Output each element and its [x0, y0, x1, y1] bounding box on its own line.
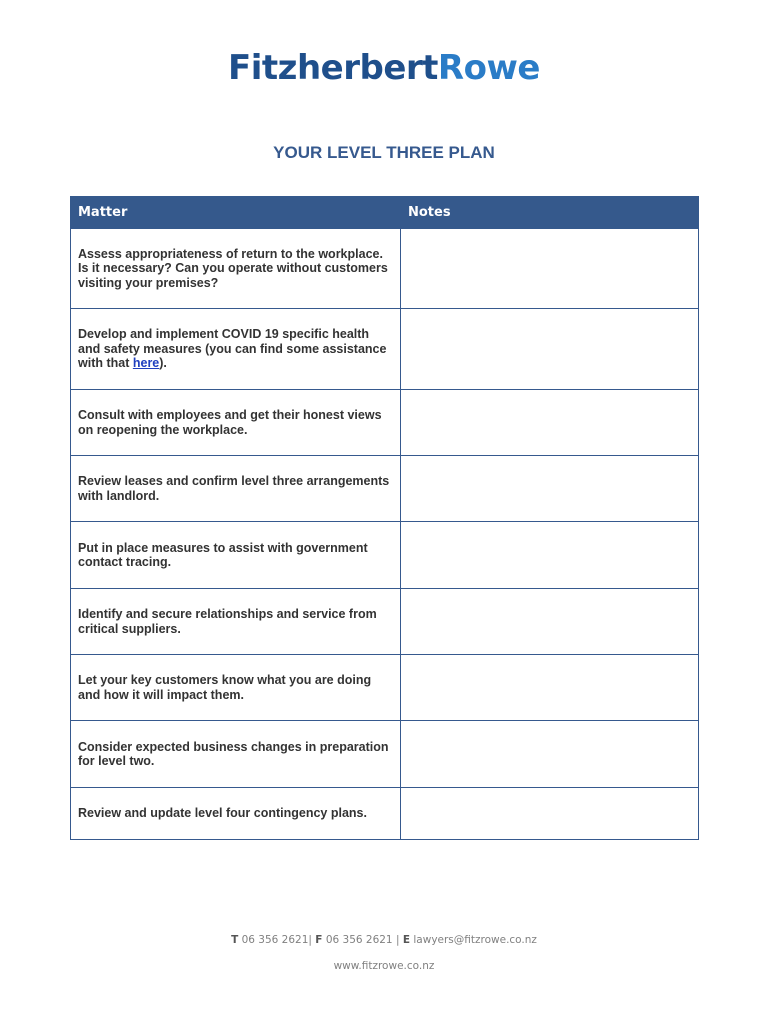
notes-cell[interactable] [401, 522, 699, 589]
column-header-matter: Matter [71, 197, 401, 229]
matter-cell: Let your key customers know what you are doing and how it will impact them. [71, 655, 401, 721]
table-row [71, 390, 699, 456]
footer-website[interactable]: www.fitzrowe.co.nz [333, 960, 435, 972]
notes-cell[interactable] [401, 309, 699, 390]
notes-cell[interactable] [401, 456, 699, 522]
table-row [71, 655, 699, 721]
matter-text: Develop and implement COVID 19 specific health and safety measures (you can find some assistance with that [78, 327, 387, 371]
fax-label: F [315, 934, 323, 946]
table-row [71, 788, 699, 840]
email-address[interactable]: lawyers@fitzrowe.co.nz [413, 934, 537, 946]
matter-cell: Review leases and confirm level three arrangements with landlord. [71, 456, 401, 522]
notes-cell[interactable] [401, 655, 699, 721]
phone-label: T [231, 934, 239, 946]
table-row [71, 589, 699, 655]
table-row [71, 309, 699, 390]
logo-text-rowe: Rowe [437, 48, 540, 88]
matter-cell: Consider expected business changes in preparation for level two. [71, 721, 401, 788]
matter-text-end: ). [159, 356, 167, 371]
logo-text-fitzherbert: Fitzherbert [228, 48, 438, 88]
phone-number: 06 356 2621 [241, 934, 309, 946]
footer-contact-line: T 06 356 2621| F 06 356 2621 | E lawyers@fitzrowe.co.nz [231, 934, 537, 946]
notes-cell[interactable] [401, 788, 699, 840]
here-link[interactable]: here [132, 356, 160, 371]
notes-cell[interactable] [401, 589, 699, 655]
table-row [71, 456, 699, 522]
table-row [71, 721, 699, 788]
matter-cell: Consult with employees and get their honest views on reopening the workplace. [71, 390, 401, 456]
matter-cell: Put in place measures to assist with government contact tracing. [71, 522, 401, 589]
notes-cell[interactable] [401, 721, 699, 788]
matter-cell: Review and update level four contingency plans. [71, 788, 401, 840]
table-row [71, 229, 699, 309]
table-row [71, 522, 699, 589]
level-three-plan-table [70, 196, 699, 840]
company-logo [0, 44, 768, 92]
notes-cell[interactable] [401, 390, 699, 456]
matter-cell [71, 309, 401, 390]
email-label: E [402, 934, 411, 946]
table-header-row [71, 197, 699, 229]
matter-cell: Assess appropriateness of return to the workplace. Is it necessary? Can you operate without customers visiting your premises? [71, 229, 401, 309]
matter-cell: Identify and secure relationships and service from critical suppliers. [71, 589, 401, 655]
page-title: YOUR LEVEL THREE PLAN [273, 143, 495, 162]
fax-number: 06 356 2621 [325, 934, 393, 946]
notes-cell[interactable] [401, 229, 699, 309]
column-header-notes: Notes [401, 197, 699, 229]
